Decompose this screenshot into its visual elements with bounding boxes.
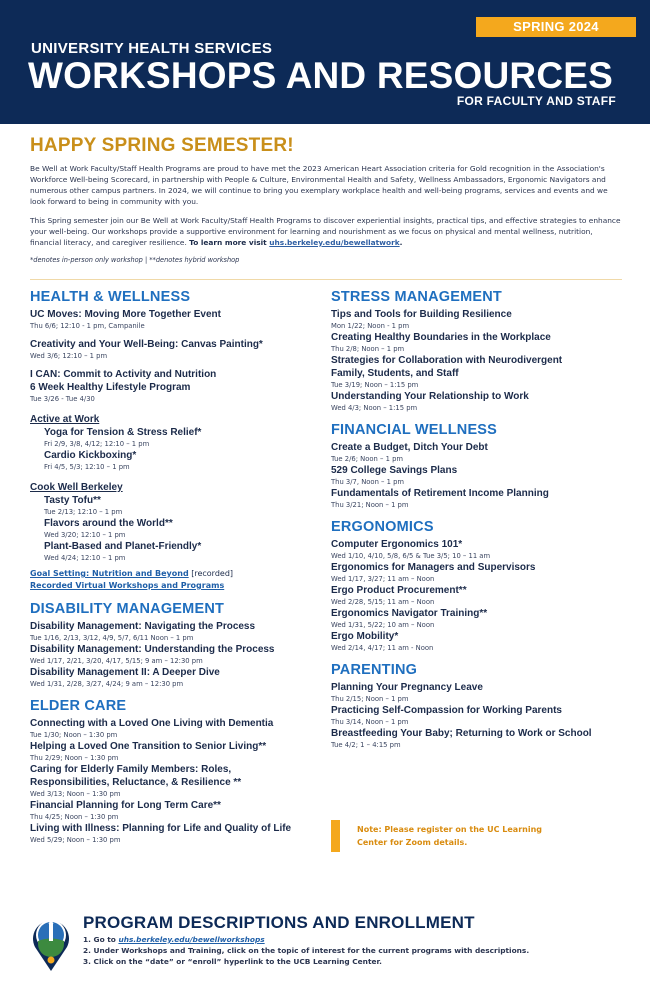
event-date: Wed 3/13; Noon – 1:30 pm <box>30 790 121 798</box>
event-date: Wed 4/3; Noon – 1:15 pm <box>331 404 418 412</box>
event-title[interactable]: UC Moves: Moving More Together Event <box>30 309 221 320</box>
event-title[interactable]: Ergonomics for Managers and Supervisors <box>331 562 536 573</box>
list-item <box>331 441 631 510</box>
event-title[interactable]: Living with Illness: Planning for Life and Quality of Life <box>30 823 292 834</box>
event-date: Thu 2/29; Noon – 1:30 pm <box>30 754 119 762</box>
campanile-pin-icon <box>30 914 72 972</box>
event-date: Thu 2/8; Noon – 1 pm <box>331 345 405 353</box>
intro-paragraph-2: This Spring semester join our Be Well at Work Faculty/Staff Health Programs to discover experiential insights, practical tips, and effective strategies to enhance your well-being. Our workshops provide a supportive environment for learning and nourishment as we focus on physical and mental wellness, nutrition, financial literacy, and caregiver resilience. To learn more visit uhs.berkeley.edu/bewellatwork. <box>30 216 621 247</box>
event-title-line-2[interactable]: Responsibilities, Reluctance, & Resilience ** <box>30 777 242 788</box>
subsection-active-at-work[interactable]: Active at Work <box>30 414 100 425</box>
event-date: Tue 3/19; Noon – 1:15 pm <box>331 381 419 389</box>
list-item <box>331 681 631 750</box>
subsection-cook-well-berkeley[interactable]: Cook Well Berkeley <box>30 482 123 493</box>
event-date: Thu 6/6; 12:10 - 1 pm, Campanile <box>30 322 145 330</box>
event-title[interactable]: Plant-Based and Planet-Friendly* <box>44 541 202 552</box>
event-date: Tue 2/6; Noon – 1 pm <box>331 455 404 463</box>
asterisk-legend: *denotes in-person only workshop | **denotes hybrid workshop <box>30 256 240 264</box>
event-title[interactable]: Ergonomics Navigator Training** <box>331 608 488 619</box>
recorded-workshops-link[interactable]: Recorded Virtual Workshops and Programs <box>30 581 225 590</box>
zoom-note <box>331 820 561 852</box>
event-title[interactable]: Creating Healthy Boundaries in the Workplace <box>331 332 551 343</box>
event-title[interactable]: Tips and Tools for Building Resilience <box>331 309 512 320</box>
event-title[interactable]: Understanding Your Relationship to Work <box>331 391 529 402</box>
event-date: Wed 2/14, 4/17; 11 am - Noon <box>331 644 434 652</box>
event-date: Thu 4/25; Noon – 1:30 pm <box>30 813 119 821</box>
event-title-line-2[interactable]: Family, Students, and Staff <box>331 368 459 379</box>
event-title[interactable]: Yoga for Tension & Stress Relief* <box>44 427 202 438</box>
footer-title: PROGRAM DESCRIPTIONS AND ENROLLMENT <box>83 913 475 932</box>
event-title[interactable]: Practicing Self-Compassion for Working Parents <box>331 705 562 716</box>
bewellworkshops-link[interactable]: uhs.berkeley.edu/bewellworkshops <box>118 935 265 944</box>
section-elder-care: ELDER CARE <box>30 698 127 714</box>
section-stress-management: STRESS MANAGEMENT <box>331 289 502 305</box>
list-item <box>30 338 320 361</box>
step-1-text: 1. Go to <box>83 935 119 944</box>
greeting-heading: HAPPY SPRING SEMESTER! <box>30 135 294 156</box>
event-date: Wed 1/17, 3/27; 11 am – Noon <box>331 575 435 583</box>
event-date: Wed 5/29; Noon – 1:30 pm <box>30 836 121 844</box>
list-item <box>30 717 320 845</box>
event-title[interactable]: Disability Management: Navigating the Process <box>30 621 256 632</box>
section-ergonomics: ERGONOMICS <box>331 519 434 535</box>
event-date: Thu 3/21; Noon – 1 pm <box>331 501 409 509</box>
event-title[interactable]: Computer Ergonomics 101* <box>331 539 463 550</box>
event-date: Thu 3/7, Noon – 1 pm <box>331 478 405 486</box>
cook-well-list <box>30 494 320 563</box>
audience-label: FOR FACULTY AND STAFF <box>456 94 616 108</box>
event-title-line-2[interactable]: 6 Week Healthy Lifestyle Program <box>30 382 191 393</box>
event-date: Wed 1/17, 2/21, 3/20, 4/17, 5/15; 9 am – 12:30 pm <box>30 657 203 665</box>
learn-more-label: To learn more visit <box>189 238 270 247</box>
event-title[interactable]: Tasty Tofu** <box>44 495 101 506</box>
event-date: Wed 4/24; 12:10 – 1 pm <box>44 554 126 562</box>
event-title[interactable]: Breastfeeding Your Baby; Returning to Work or School <box>331 728 592 739</box>
right-column <box>331 288 631 750</box>
list-item <box>30 308 320 331</box>
list-item <box>30 368 320 404</box>
goal-setting-link[interactable]: Goal Setting: Nutrition and Beyond <box>30 569 189 578</box>
event-date: Wed 3/20; 12:10 – 1 pm <box>44 531 126 539</box>
step-3: 3. Click on the “date” or “enroll” hyperlink to the UCB Learning Center. <box>83 957 382 966</box>
event-title[interactable]: Strategies for Collaboration with Neurodivergent <box>331 355 563 366</box>
event-date: Fri 4/5, 5/3; 12:10 – 1 pm <box>44 463 130 471</box>
list-item <box>331 538 631 653</box>
note-label: Note: <box>357 825 382 834</box>
active-at-work-list <box>30 426 320 472</box>
event-date: Tue 4/2; 1 – 4:15 pm <box>331 741 401 749</box>
event-title[interactable]: Cardio Kickboxing* <box>44 450 137 461</box>
event-date: Mon 1/22; Noon - 1 pm <box>331 322 410 330</box>
step-1 <box>83 934 529 945</box>
event-title[interactable]: I CAN: Commit to Activity and Nutrition <box>30 369 217 380</box>
intro-paragraph-2-text: This Spring semester join our Be Well at Work Faculty/Staff Health Programs to discover experiential insights, practical tips, and effective strategies to enhance your well-being. Our workshops provide a supportive environment for learning and nourishment as we focus on physical and mental wellness, nutrition, financial literacy, and caregiver resilience. <box>30 216 621 247</box>
event-title[interactable]: Creativity and Your Well-Being: Canvas Painting* <box>30 339 263 350</box>
season-badge: SPRING 2024 <box>476 17 636 37</box>
intro-section <box>30 135 622 264</box>
list-item <box>30 620 320 689</box>
event-title[interactable]: Disability Management II: A Deeper Dive <box>30 667 220 678</box>
section-financial-wellness: FINANCIAL WELLNESS <box>331 422 498 438</box>
event-date: Tue 3/26 - Tue 4/30 <box>30 395 95 403</box>
event-title[interactable]: Caring for Elderly Family Members: Roles, <box>30 764 232 775</box>
event-date: Wed 3/6; 12:10 – 1 pm <box>30 352 108 360</box>
event-date: Thu 2/15; Noon – 1 pm <box>331 695 409 703</box>
recorded-workshops-line <box>30 580 320 592</box>
event-title[interactable]: Connecting with a Loved One Living with Dementia <box>30 718 274 729</box>
event-date: Tue 2/13; 12:10 – 1 pm <box>44 508 123 516</box>
event-date: Tue 1/16, 2/13, 3/12, 4/9, 5/7, 6/11 Noon – 1 pm <box>30 634 194 642</box>
org-name: UNIVERSITY HEALTH SERVICES <box>31 40 273 57</box>
step-2: 2. Under Workshops and Training, click on the topic of interest for the current programs with descriptions. <box>83 946 530 955</box>
section-health-wellness: HEALTH & WELLNESS <box>30 289 191 305</box>
header-banner <box>0 0 650 124</box>
section-disability-management: DISABILITY MANAGEMENT <box>30 601 225 617</box>
event-date: Tue 1/30; Noon – 1:30 pm <box>30 731 118 739</box>
event-title[interactable]: Create a Budget, Ditch Your Debt <box>331 442 488 453</box>
event-title[interactable]: 529 College Savings Plans <box>331 465 458 476</box>
footer-enrollment <box>30 913 630 988</box>
event-title[interactable]: Financial Planning for Long Term Care** <box>30 800 221 811</box>
section-parenting: PARENTING <box>331 662 418 678</box>
intro-paragraph-1: Be Well at Work Faculty/Staff Health Programs are proud to have met the 2023 American Heart Association criteria for Gold recognition in the Association's Workforce Well-being Scorecard, in partnership with People & Culture, Environmental Health and Safety, Wellness Ambassadors, Ergonomic Navigators and numerous other campus partners. In 2024, we will continue to bring you exemplary workplace health and well-being programs, services and events and we look forward to being in community with you. <box>30 164 608 206</box>
event-title[interactable]: Ergo Mobility* <box>331 631 399 642</box>
event-title[interactable]: Ergo Product Procurement** <box>331 585 467 596</box>
event-date: Wed 1/31, 2/28, 3/27, 4/24; 9 am – 12:30 pm <box>30 680 184 688</box>
event-date: Wed 2/28, 5/15; 11 am – Noon <box>331 598 435 606</box>
event-title[interactable]: Helping a Loved One Transition to Senior Living** <box>30 741 267 752</box>
event-date: Fri 2/9, 3/8, 4/12; 12:10 – 1 pm <box>44 440 150 448</box>
left-column <box>30 288 320 845</box>
goal-setting-line <box>30 568 320 580</box>
recorded-tag: [recorded] <box>188 569 234 578</box>
event-title[interactable]: Disability Management: Understanding the Process <box>30 644 275 655</box>
list-item <box>331 308 631 413</box>
event-title[interactable]: Fundamentals of Retirement Income Planning <box>331 488 549 499</box>
event-date: Wed 1/10, 4/10, 5/8, 6/5 & Tue 3/5; 10 – 11 am <box>331 552 491 560</box>
note-text: Please register on the UC Learning Center for Zoom details. <box>357 825 542 847</box>
bewellatwork-link[interactable]: uhs.berkeley.edu/bewellatwork <box>269 238 400 247</box>
event-title[interactable]: Planning Your Pregnancy Leave <box>331 682 483 693</box>
event-title[interactable]: Flavors around the World** <box>44 518 173 529</box>
section-divider <box>30 279 622 280</box>
event-date: Wed 1/31, 5/22; 10 am – Noon <box>331 621 435 629</box>
event-date: Thu 3/14, Noon – 1 pm <box>331 718 409 726</box>
page-title: WORKSHOPS AND RESOURCES <box>28 55 614 96</box>
enrollment-steps <box>83 934 529 967</box>
